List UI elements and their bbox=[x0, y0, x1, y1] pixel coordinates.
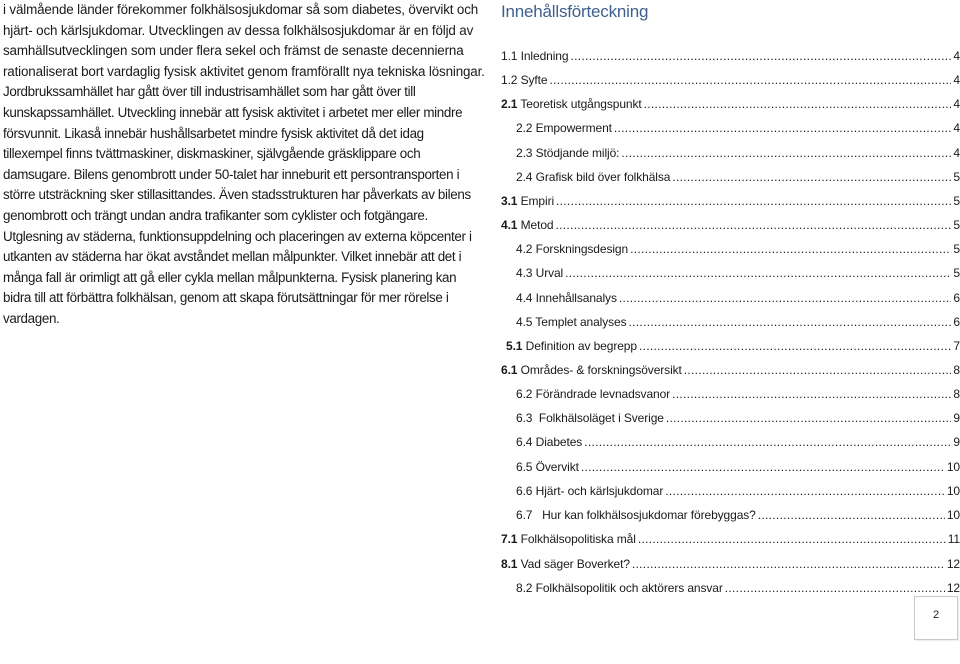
toc-entry-page: 6 bbox=[953, 315, 960, 329]
toc-entry-text: Folkhälsopolitiska mål bbox=[517, 532, 636, 546]
toc-leader-dots bbox=[581, 459, 945, 475]
toc-entry-page: 5 bbox=[953, 218, 960, 232]
toc-entry-label bbox=[516, 507, 756, 523]
toc-entry-text: Hjärt- och kärlsjukdomar bbox=[532, 484, 664, 498]
toc-entry-label bbox=[501, 72, 547, 88]
body-line: hjärt- och kärlsjukdomar. Utvecklingen av dessa folkhälsosjukdomar är en följd av bbox=[3, 22, 474, 38]
toc-entry[interactable] bbox=[501, 507, 960, 523]
toc-entry-page: 6 bbox=[953, 291, 960, 305]
body-text bbox=[3, 0, 485, 330]
body-line: större utsträckning sker stillasittandes. Även stadsstrukturen har påverkats av bilens bbox=[3, 187, 471, 203]
toc-entry-text: Områdes- & forskningsöversikt bbox=[517, 363, 682, 377]
toc-entry-number: 3.1 bbox=[501, 194, 518, 208]
toc-entry-page: 10 bbox=[946, 508, 960, 522]
toc-entry-label bbox=[501, 362, 682, 378]
toc-entry-text: Templet analyses bbox=[532, 315, 627, 329]
toc-entry-page: 12 bbox=[946, 581, 960, 595]
toc-entry-number: 1.2 bbox=[501, 73, 518, 87]
toc-entry[interactable] bbox=[501, 314, 960, 330]
toc-entry-number: 6.7 bbox=[516, 508, 533, 522]
toc-entry-text: Definition av begrepp bbox=[522, 339, 637, 353]
toc-entry-page: 8 bbox=[953, 387, 960, 401]
toc-entry-number: 6.2 bbox=[516, 387, 533, 401]
toc-entry-number: 2.1 bbox=[501, 97, 518, 111]
toc-entry-page: 4 bbox=[953, 146, 960, 160]
toc-leader-dots bbox=[725, 580, 945, 596]
toc-leader-dots bbox=[556, 193, 951, 209]
toc-entry-page: 9 bbox=[953, 435, 960, 449]
toc-entry-label bbox=[516, 459, 579, 475]
toc-entry-label bbox=[506, 338, 637, 354]
toc-entry-text: Vad säger Boverket? bbox=[517, 557, 630, 571]
toc-entry-label bbox=[516, 483, 663, 499]
toc-leader-dots bbox=[632, 556, 945, 572]
toc-entry-number: 8.2 bbox=[516, 581, 533, 595]
toc-entry-label bbox=[501, 531, 636, 547]
toc-entry-number: 4.2 bbox=[516, 242, 533, 256]
toc-entry-page: 7 bbox=[953, 339, 960, 353]
toc-entry-number: 4.3 bbox=[516, 266, 533, 280]
toc-entry-number: 4.5 bbox=[516, 315, 533, 329]
toc-entry[interactable] bbox=[501, 241, 960, 257]
toc-entry-page: 4 bbox=[953, 49, 960, 63]
toc-entry-number: 5.1 bbox=[506, 339, 523, 353]
toc-leader-dots bbox=[614, 120, 952, 136]
toc-entry-label bbox=[501, 96, 642, 112]
toc-entry-page: 4 bbox=[953, 121, 960, 135]
toc-leader-dots bbox=[644, 96, 952, 112]
body-line: utkanten av städerna har ökat avståndet mellan målpunkter. Vilket innebär att det i bbox=[3, 249, 462, 265]
toc-entry[interactable] bbox=[501, 48, 960, 64]
toc-entry[interactable] bbox=[501, 338, 960, 354]
body-line: Utglesning av städerna, funktionsuppdelning och placeringen av externa köpcenter i bbox=[3, 228, 472, 244]
toc-entry-text: Innehållsanalys bbox=[532, 291, 617, 305]
toc-entry-label bbox=[516, 386, 670, 402]
toc-entry-text: Forskningsdesign bbox=[532, 242, 629, 256]
toc-entry[interactable] bbox=[501, 386, 960, 402]
toc-entry-page: 11 bbox=[947, 532, 960, 546]
body-line: samhällsutvecklingen som under flera sekel och främst de senaste decennierna bbox=[3, 43, 464, 59]
toc-leader-dots bbox=[672, 169, 951, 185]
toc-title: Innehållsförteckning bbox=[501, 2, 649, 21]
toc-entry-label bbox=[516, 410, 664, 426]
toc-entry-text: Empiri bbox=[517, 194, 555, 208]
toc-entry-text: Diabetes bbox=[532, 435, 583, 449]
toc-entry-number: 4.1 bbox=[501, 218, 518, 232]
toc-entry-label bbox=[501, 217, 553, 233]
toc-entry-page: 5 bbox=[953, 266, 960, 280]
toc-entry-text: Hur kan folkhälsosjukdomar förebyggas? bbox=[532, 508, 756, 522]
toc-leader-dots bbox=[549, 72, 951, 88]
toc-entry-text: Urval bbox=[532, 266, 564, 280]
toc-entry-number: 6.6 bbox=[516, 484, 533, 498]
toc-entry[interactable] bbox=[501, 145, 960, 161]
toc-entry-label bbox=[516, 241, 628, 257]
toc-entry-page: 8 bbox=[953, 363, 960, 377]
body-line: genombrott och trängt undan andra trafikanter som cyklister och fotgängare. bbox=[3, 207, 428, 223]
body-line: vardagen. bbox=[3, 310, 60, 326]
toc-entry-number: 4.4 bbox=[516, 291, 533, 305]
toc-entry-number: 2.3 bbox=[516, 146, 533, 160]
toc-entry-number: 2.4 bbox=[516, 170, 533, 184]
toc-entry[interactable] bbox=[501, 580, 960, 596]
toc-entry-text: Förändrade levnadsvanor bbox=[532, 387, 671, 401]
toc-entry-text: Folkhälsopolitik och aktörers ansvar bbox=[532, 581, 723, 595]
body-line: tillexempel finns tvättmaskiner, diskmaskiner, självgående gräsklippare och bbox=[3, 146, 421, 162]
body-line: många fall är orimligt att gå eller cykla mellan målpunkterna. Fysisk planering kan bbox=[3, 269, 457, 285]
body-line: rationaliserat bort vardaglig fysisk aktivitet genom framförallt nya tekniska lösningar. bbox=[3, 63, 485, 79]
toc-entry-number: 1.1 bbox=[501, 49, 518, 63]
body-line: försvunnit. Likaså innebär hushållsarbetet mindre fysisk aktivitet då det idag bbox=[3, 125, 424, 141]
toc-entry-label bbox=[516, 265, 563, 281]
body-line: kunskapssamhället. Utveckling innebär att fysisk aktivitet i arbetet mer eller mindre bbox=[3, 104, 463, 120]
page-number: 2 bbox=[932, 609, 940, 621]
toc-entry-number: 8.1 bbox=[501, 557, 518, 571]
toc-entry-number: 2.2 bbox=[516, 121, 533, 135]
toc-entry[interactable] bbox=[501, 169, 960, 185]
toc-entry-page: 5 bbox=[953, 170, 960, 184]
toc-entry-page: 5 bbox=[953, 242, 960, 256]
toc-leader-dots bbox=[665, 483, 945, 499]
toc-leader-dots bbox=[684, 362, 952, 378]
toc-leader-dots bbox=[621, 145, 951, 161]
page-number-box bbox=[914, 596, 958, 640]
toc-leader-dots bbox=[758, 507, 945, 523]
toc-entry[interactable] bbox=[501, 265, 960, 281]
toc-leader-dots bbox=[638, 531, 946, 547]
toc-leader-dots bbox=[666, 410, 952, 426]
toc-leader-dots bbox=[629, 314, 952, 330]
toc-leader-dots bbox=[619, 290, 952, 306]
toc-entry-label bbox=[516, 314, 627, 330]
body-line: damsugare. Bilens genombrott under 50-talet har inneburit ett persontransporten i bbox=[3, 166, 460, 182]
toc-entry-page: 4 bbox=[953, 73, 960, 87]
body-line: bidra till att förbättra folkhälsan, genom att skapa förutsättningar för mer rörelse i bbox=[3, 290, 449, 306]
toc-entry[interactable] bbox=[501, 72, 960, 88]
toc-entry-page: 9 bbox=[953, 411, 960, 425]
toc-leader-dots bbox=[639, 338, 951, 354]
toc-entry[interactable] bbox=[501, 483, 960, 499]
toc-entry-number: 6.5 bbox=[516, 460, 533, 474]
toc-entry[interactable] bbox=[501, 120, 960, 136]
toc-entry[interactable] bbox=[501, 434, 960, 450]
toc-entry[interactable] bbox=[501, 410, 960, 426]
toc-entry-label bbox=[516, 120, 612, 136]
toc-entry-page: 10 bbox=[946, 484, 960, 498]
toc-entry-number: 6.3 bbox=[516, 411, 533, 425]
toc-entry-label bbox=[516, 580, 723, 596]
toc-entry-label bbox=[501, 48, 568, 64]
toc-entry-page: 5 bbox=[953, 194, 960, 208]
toc-entry-label bbox=[516, 145, 619, 161]
toc-entry[interactable] bbox=[501, 193, 960, 209]
toc-entry[interactable] bbox=[501, 290, 960, 306]
toc-entry-text: Teoretisk utgångspunkt bbox=[517, 97, 642, 111]
toc-entry-label bbox=[501, 193, 554, 209]
toc-entry-page: 4 bbox=[953, 97, 960, 111]
toc-entry[interactable] bbox=[501, 556, 960, 572]
toc-entry[interactable] bbox=[501, 96, 960, 112]
toc-entry-text: Folkhälsoläget i Sverige bbox=[532, 411, 664, 425]
toc-entry-page: 10 bbox=[946, 460, 960, 474]
toc-entry-text: Syfte bbox=[517, 73, 548, 87]
toc-entry-page: 12 bbox=[946, 557, 960, 571]
toc-leader-dots bbox=[630, 241, 951, 257]
toc-entry-label bbox=[516, 434, 582, 450]
toc-entry-number: 7.1 bbox=[501, 532, 518, 546]
toc-entry-label bbox=[516, 169, 670, 185]
toc-entry[interactable] bbox=[501, 217, 960, 233]
toc-entry-label bbox=[501, 556, 630, 572]
toc-entry-text: Inledning bbox=[517, 49, 569, 63]
toc-entry-text: Metod bbox=[517, 218, 554, 232]
toc-entry-text: Övervikt bbox=[532, 460, 579, 474]
toc-entry-text: Grafisk bild över folkhälsa bbox=[532, 170, 671, 184]
toc-entry-text: Empowerment bbox=[532, 121, 612, 135]
toc-entry[interactable] bbox=[501, 362, 960, 378]
body-line: Jordbrukssamhället har gått över till industrisamhället som har gått över till bbox=[3, 84, 416, 100]
toc-leader-dots bbox=[565, 265, 951, 281]
toc-entry-number: 6.1 bbox=[501, 363, 518, 377]
toc-entry[interactable] bbox=[501, 531, 960, 547]
toc-leader-dots bbox=[555, 217, 951, 233]
toc-leader-dots bbox=[570, 48, 951, 64]
toc-leader-dots bbox=[584, 434, 951, 450]
toc-entry[interactable] bbox=[501, 459, 960, 475]
toc-entry-text: Stödjande miljö: bbox=[532, 146, 620, 160]
toc-entry-label bbox=[516, 290, 617, 306]
toc-entry-number: 6.4 bbox=[516, 435, 533, 449]
toc-leader-dots bbox=[672, 386, 951, 402]
body-line: i välmående länder förekommer folkhälsosjukdomar så som diabetes, övervikt och bbox=[3, 2, 479, 17]
